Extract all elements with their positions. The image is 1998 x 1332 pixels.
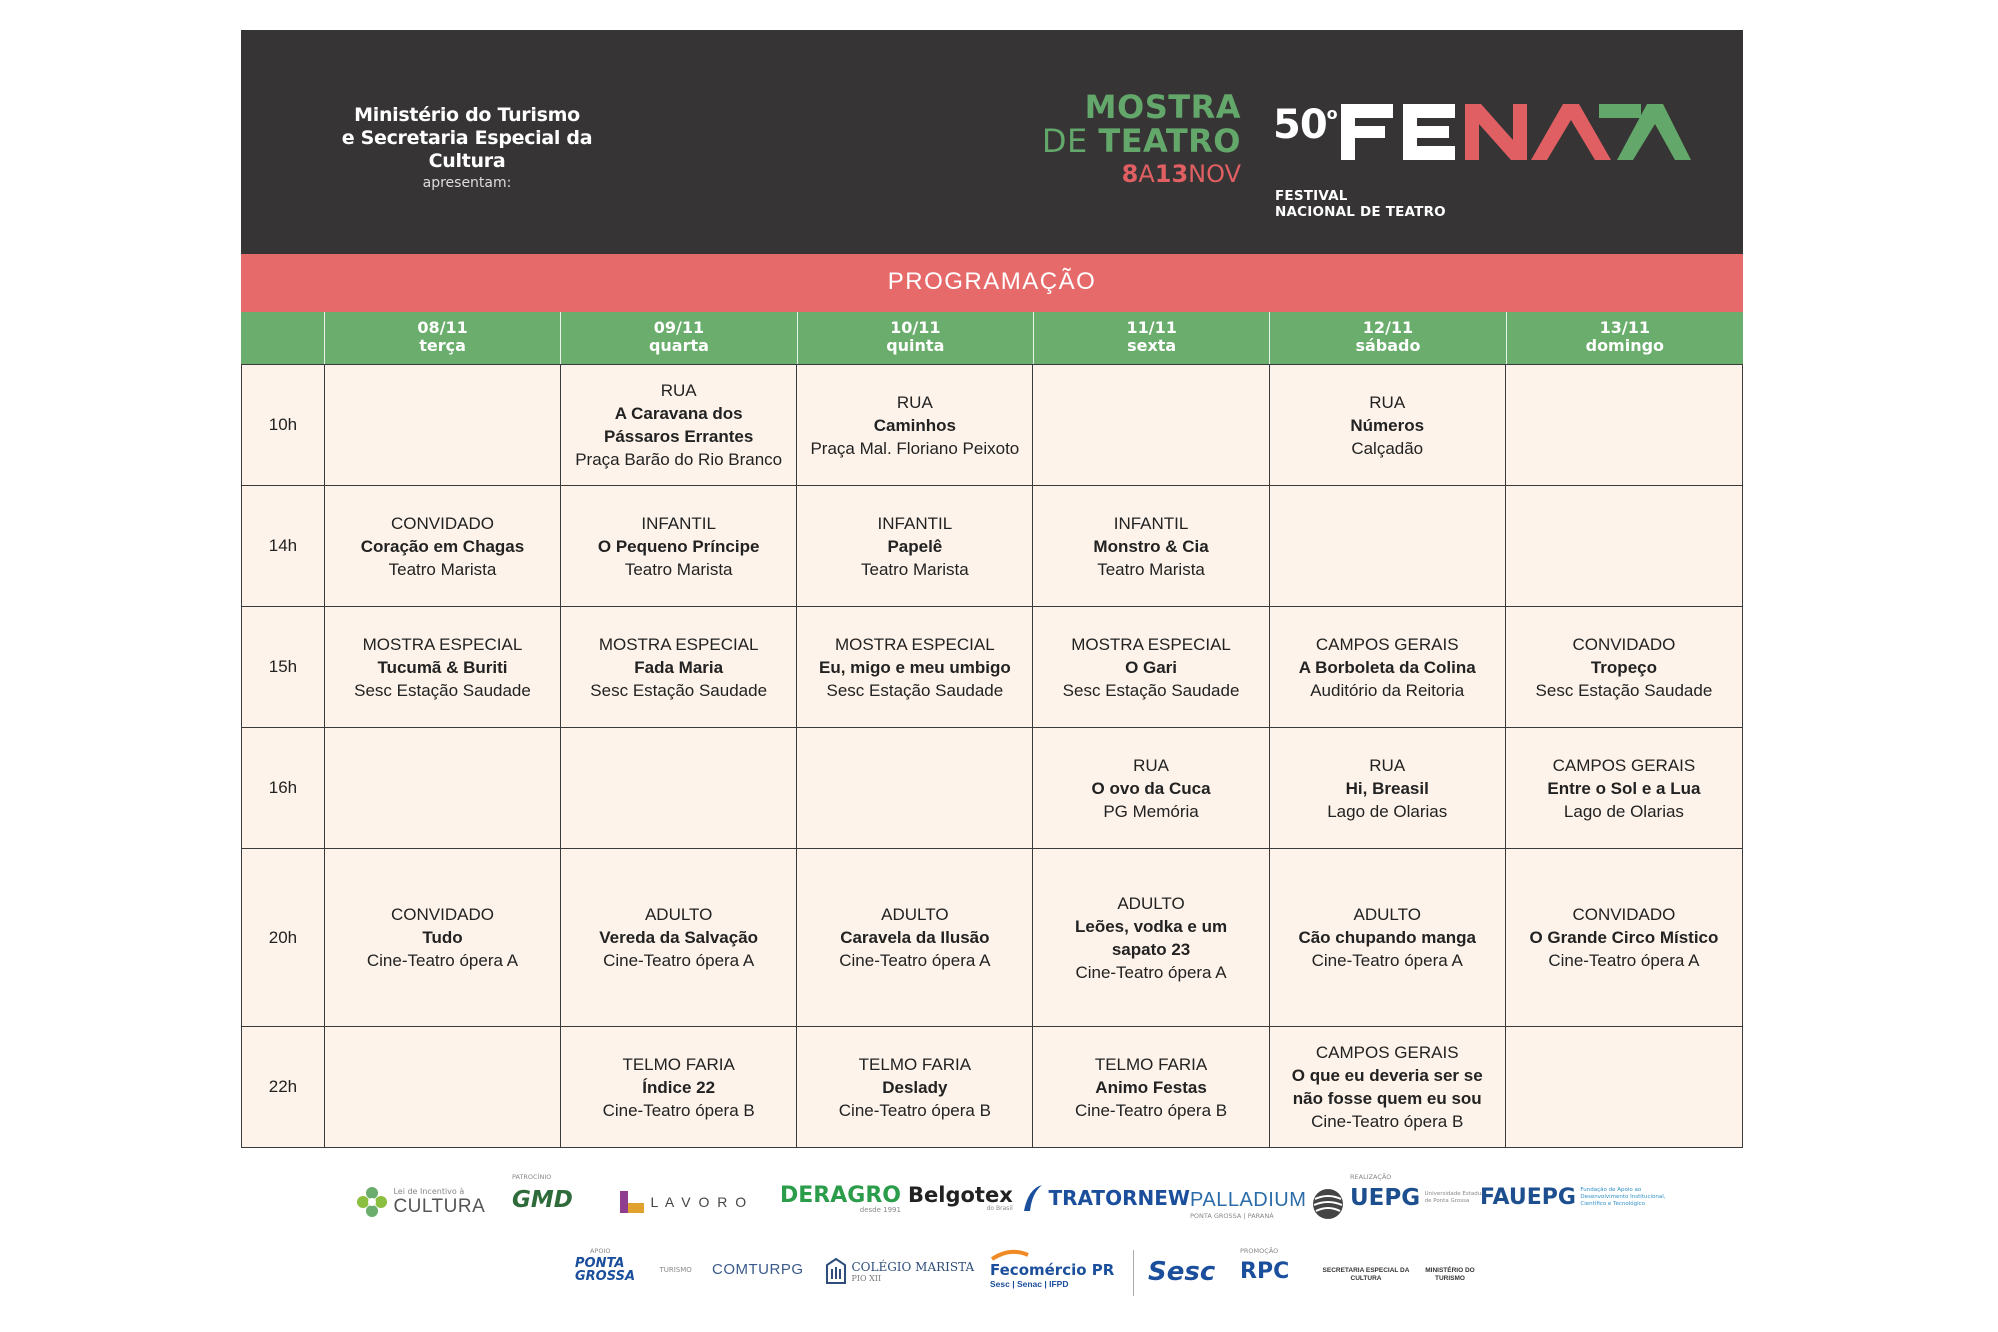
uepg-logo: UEPG Universidade Estadual de Ponta Grossa (1350, 1185, 1487, 1211)
tratornew-logo: TRATORNEW (1022, 1183, 1190, 1213)
rpc-logo: RPC (1240, 1259, 1290, 1284)
event-category: CAMPOS GERAIS (1315, 634, 1459, 654)
tratornew-swoosh-icon (1022, 1183, 1044, 1213)
event-title: sapato 23 (1111, 939, 1191, 959)
day-header-sexta: 11/11 sexta (1034, 312, 1270, 364)
belgotex-logo: Belgotex do Brasil (908, 1183, 1013, 1212)
schedule-cell-sexta (1033, 1027, 1269, 1147)
event-title: Deslady (882, 1077, 948, 1097)
event-venue: Sesc Estação Saudade (354, 680, 531, 700)
event-category: MOSTRA ESPECIAL (835, 634, 995, 654)
time-slot-label: 22h (242, 1027, 325, 1147)
event-venue: Cine-Teatro ópera A (603, 951, 755, 970)
event-title: O Gari (1125, 657, 1178, 677)
schedule-cell-domingo (1506, 1027, 1742, 1147)
apoio-label: APOIO (590, 1247, 611, 1255)
sponsors-strip (340, 1165, 1680, 1295)
event-category: RUA (1369, 755, 1406, 775)
event-title: A Borboleta da Colina (1298, 657, 1476, 677)
event-venue: Calçadão (1351, 438, 1424, 458)
event-venue: Sesc Estação Saudade (1062, 680, 1240, 700)
schedule-row (242, 606, 1742, 727)
schedule-cell-terca (325, 1027, 561, 1147)
schedule-cell-quarta (561, 486, 797, 606)
schedule-cell-domingo (1506, 849, 1742, 1026)
event-venue: Cine-Teatro ópera B (602, 1100, 755, 1120)
schedule-cell-terca (325, 607, 561, 727)
corner-cell (242, 312, 325, 364)
event-category: ADULTO (881, 905, 949, 924)
schedule-row (242, 485, 1742, 606)
event-title: O Grande Circo Místico (1529, 928, 1719, 947)
presenter-line-2: e Secretaria Especial da Cultura (341, 127, 593, 172)
event-category: RUA (1133, 755, 1169, 775)
palladium-logo: PALLADIUM PONTA GROSSA | PARANÁ (1190, 1187, 1345, 1221)
edition-number: 50$^o$ (1273, 102, 1337, 148)
schedule-cell-sexta (1033, 486, 1269, 606)
event-venue: Auditório da Reitoria (1310, 680, 1465, 700)
schedule-cell-sabado (1270, 486, 1506, 606)
schedule-cell-terca (325, 365, 561, 485)
schedule-cell-quinta (797, 1027, 1033, 1147)
marista-crest-icon (825, 1257, 847, 1285)
event-title: O Pequeno Príncipe (597, 536, 760, 556)
event-title: O ovo da Cuca (1091, 778, 1211, 798)
event-venue: Cine-Teatro ópera A (839, 951, 991, 970)
secretaria-especial-logo: SECRETARIA ESPECIAL DA CULTURA (1322, 1267, 1410, 1282)
event-title: Papelê (887, 536, 943, 556)
schedule-cell-quarta (561, 1027, 797, 1147)
schedule-cell-quarta (561, 728, 797, 848)
schedule-cell-domingo (1506, 365, 1742, 485)
schedule-cell-domingo (1506, 607, 1742, 727)
fenata-subtitle: FESTIVAL NACIONAL DE TEATRO (1275, 188, 1446, 220)
comturpg-logo: COMTURPG (712, 1261, 804, 1278)
event-venue: Cine-Teatro ópera A (1548, 951, 1700, 970)
event-title: Tudo (422, 928, 463, 947)
presenter-line-1: Ministério do Turismo (354, 104, 580, 126)
event-venue: Teatro Marista (861, 559, 969, 579)
event-venue: Cine-Teatro ópera B (1311, 1112, 1464, 1131)
schedule-cell-sabado (1270, 607, 1506, 727)
mostra-de-teatro-title (1041, 90, 1241, 190)
event-venue: Teatro Marista (388, 559, 497, 579)
ministerio-turismo-logo: MINISTÉRIO DO TURISMO (1425, 1267, 1475, 1282)
event-venue: Teatro Marista (1097, 559, 1205, 579)
event-venue: Cine-Teatro ópera B (1074, 1100, 1228, 1120)
time-slot-label: 20h (242, 849, 325, 1026)
promocao-label: PROMOÇÃO (1240, 1247, 1279, 1255)
event-category: ADULTO (644, 905, 713, 924)
teatro-word: TEATRO (1098, 122, 1241, 160)
realizacao-label: REALIZAÇÃO (1350, 1173, 1392, 1181)
event-venue: Cine-Teatro ópera A (1311, 951, 1463, 970)
programacao-heading: PROGRAMAÇÃO (241, 254, 1743, 312)
sponsor-divider (1133, 1250, 1134, 1296)
day-header-quarta: 09/11 quarta (561, 312, 797, 364)
event-venue: Praça Barão do Rio Branco (575, 450, 783, 469)
schedule-cell-domingo (1506, 728, 1742, 848)
event-category: CAMPOS GERAIS (1315, 1043, 1459, 1062)
event-category: CONVIDADO (1572, 905, 1676, 924)
event-title: A Caravana dos (614, 404, 743, 423)
event-title: Números (1350, 415, 1425, 435)
event-category: MOSTRA ESPECIAL (362, 634, 523, 654)
schedule-cell-sexta (1033, 849, 1269, 1026)
event-category: RUA (1369, 392, 1406, 412)
event-title: Vereda da Salvação (599, 928, 759, 947)
schedule-cell-quinta (797, 849, 1033, 1026)
day-header-quinta: 10/11 quinta (798, 312, 1034, 364)
schedule-cell-quarta (561, 607, 797, 727)
event-category: MOSTRA ESPECIAL (598, 634, 759, 654)
colegio-marista-logo: COLÉGIO MARISTA PIO XII (825, 1257, 974, 1285)
event-category: INFANTIL (1113, 513, 1189, 533)
event-title: Cão chupando manga (1298, 928, 1477, 947)
schedule-row (242, 848, 1742, 1026)
fecomercio-logo: Fecomércio PR Sesc | Senac | IFPD (990, 1249, 1114, 1289)
event-title: Hi, Breasil (1345, 778, 1429, 798)
deragro-logo: DERAGRO desde 1991 (780, 1183, 901, 1214)
event-title: Tropeço (1590, 657, 1657, 677)
event-category: MOSTRA ESPECIAL (1071, 634, 1231, 654)
event-title: Pássaros Errantes (604, 427, 754, 446)
event-venue: PG Memória (1103, 801, 1199, 821)
event-title: Caravela da Ilusão (840, 928, 990, 947)
schedule-grid (241, 364, 1743, 1148)
schedule-cell-quinta (797, 607, 1033, 727)
event-title: Leões, vodka e um (1074, 916, 1228, 936)
lavoro-logo: L A V O R O (618, 1189, 748, 1215)
event-venue: Teatro Marista (624, 559, 733, 579)
festival-poster (241, 30, 1743, 1148)
presenter-block (307, 104, 627, 193)
event-venue: Praça Mal. Floriano Peixoto (810, 438, 1020, 458)
event-category: ADULTO (1117, 893, 1185, 913)
schedule-cell-quinta (797, 486, 1033, 606)
day-header-row (241, 312, 1743, 364)
palladium-sphere-icon (1311, 1187, 1345, 1221)
event-venue: Sesc Estação Saudade (590, 680, 768, 700)
event-category: RUA (660, 381, 697, 400)
mostra-word: MOSTRA (1084, 88, 1241, 126)
event-venue: Cine-Teatro ópera A (1075, 962, 1227, 982)
event-title: Entre o Sol e a Lua (1547, 778, 1701, 798)
lavoro-mark-icon (618, 1189, 646, 1215)
event-title: Coração em Chagas (360, 536, 525, 556)
event-title: Caminhos (873, 415, 956, 435)
event-title: não fosse quem eu sou (1292, 1089, 1482, 1108)
day-header-domingo: 13/11 domingo (1585, 318, 1665, 355)
lei-incentivo-logo: Lei de Incentivo à CULTURA (355, 1185, 485, 1219)
schedule-cell-sabado (1270, 1027, 1506, 1147)
schedule-cell-terca (325, 486, 561, 606)
event-venue: Sesc Estação Saudade (826, 680, 1004, 700)
event-category: TELMO FARIA (1094, 1054, 1208, 1074)
schedule-cell-sexta (1033, 728, 1269, 848)
schedule-row (242, 1026, 1742, 1147)
sesc-logo: Sesc (1148, 1257, 1216, 1287)
poster-header (241, 30, 1743, 254)
event-category: CONVIDADO (1572, 634, 1676, 654)
schedule-cell-quarta (561, 849, 797, 1026)
star-flower-icon (355, 1185, 389, 1219)
event-title: Animo Festas (1095, 1077, 1207, 1097)
event-venue: Lago de Olarias (1563, 801, 1684, 821)
time-slot-label: 14h (242, 486, 325, 606)
event-title: Eu, migo e meu umbigo (818, 657, 1011, 677)
festival-dates: 8A13NOV (1121, 160, 1241, 188)
day-header-sabado: 12/11 sábado (1270, 312, 1506, 364)
schedule-cell-sabado (1270, 365, 1506, 485)
time-slot-label: 16h (242, 728, 325, 848)
presenter-line-3: apresentam: (422, 175, 512, 191)
time-slot-label: 15h (242, 607, 325, 727)
schedule-cell-domingo (1506, 486, 1742, 606)
schedule-cell-sabado (1270, 849, 1506, 1026)
event-title: Monstro & Cia (1093, 536, 1209, 556)
schedule-cell-quinta (797, 728, 1033, 848)
event-title: Tucumã & Buriti (377, 657, 508, 677)
event-title: O que eu deveria ser se (1291, 1066, 1483, 1085)
event-category: CONVIDADO (391, 513, 494, 533)
fecomercio-arc-icon (990, 1249, 1030, 1261)
event-category: RUA (896, 392, 933, 412)
de-word: DE (1041, 122, 1088, 160)
event-title: Índice 22 (642, 1077, 716, 1097)
event-category: TELMO FARIA (622, 1054, 735, 1074)
schedule-cell-sexta (1033, 607, 1269, 727)
event-category: INFANTIL (877, 513, 953, 533)
schedule-cell-sexta (1033, 365, 1269, 485)
event-category: INFANTIL (641, 513, 716, 533)
schedule-cell-terca (325, 849, 561, 1026)
event-category: TELMO FARIA (858, 1054, 972, 1074)
event-category: CONVIDADO (391, 905, 494, 924)
event-category: CAMPOS GERAIS (1552, 755, 1696, 775)
ponta-grossa-logo: PONTA GROSSA TURISMO (575, 1256, 692, 1284)
schedule-cell-sabado (1270, 728, 1506, 848)
fauepg-logo: FAUEPG Fundação de Apoio ao Desenvolvimento Institucional, Científico e Tecnológico (1480, 1185, 1666, 1210)
event-venue: Cine-Teatro ópera B (838, 1100, 991, 1120)
event-venue: Cine-Teatro ópera A (366, 951, 519, 970)
schedule-cell-terca (325, 728, 561, 848)
event-title: Fada Maria (634, 657, 724, 677)
day-header-terca: 08/11 terça (325, 312, 561, 364)
event-category: ADULTO (1353, 905, 1421, 924)
fenata-logo (1273, 96, 1723, 236)
gmd-logo: GMD (512, 1187, 573, 1213)
time-slot-label: 10h (242, 365, 325, 485)
schedule-row (242, 727, 1742, 848)
fenata-wordmark-logo (1341, 96, 1691, 166)
schedule-row (242, 364, 1742, 485)
event-venue: Lago de Olarias (1327, 801, 1448, 821)
schedule-cell-quarta (561, 365, 797, 485)
patrocinio-label: PATROCÍNIO (512, 1173, 552, 1181)
schedule-cell-quinta (797, 365, 1033, 485)
event-venue: Sesc Estação Saudade (1535, 680, 1713, 700)
